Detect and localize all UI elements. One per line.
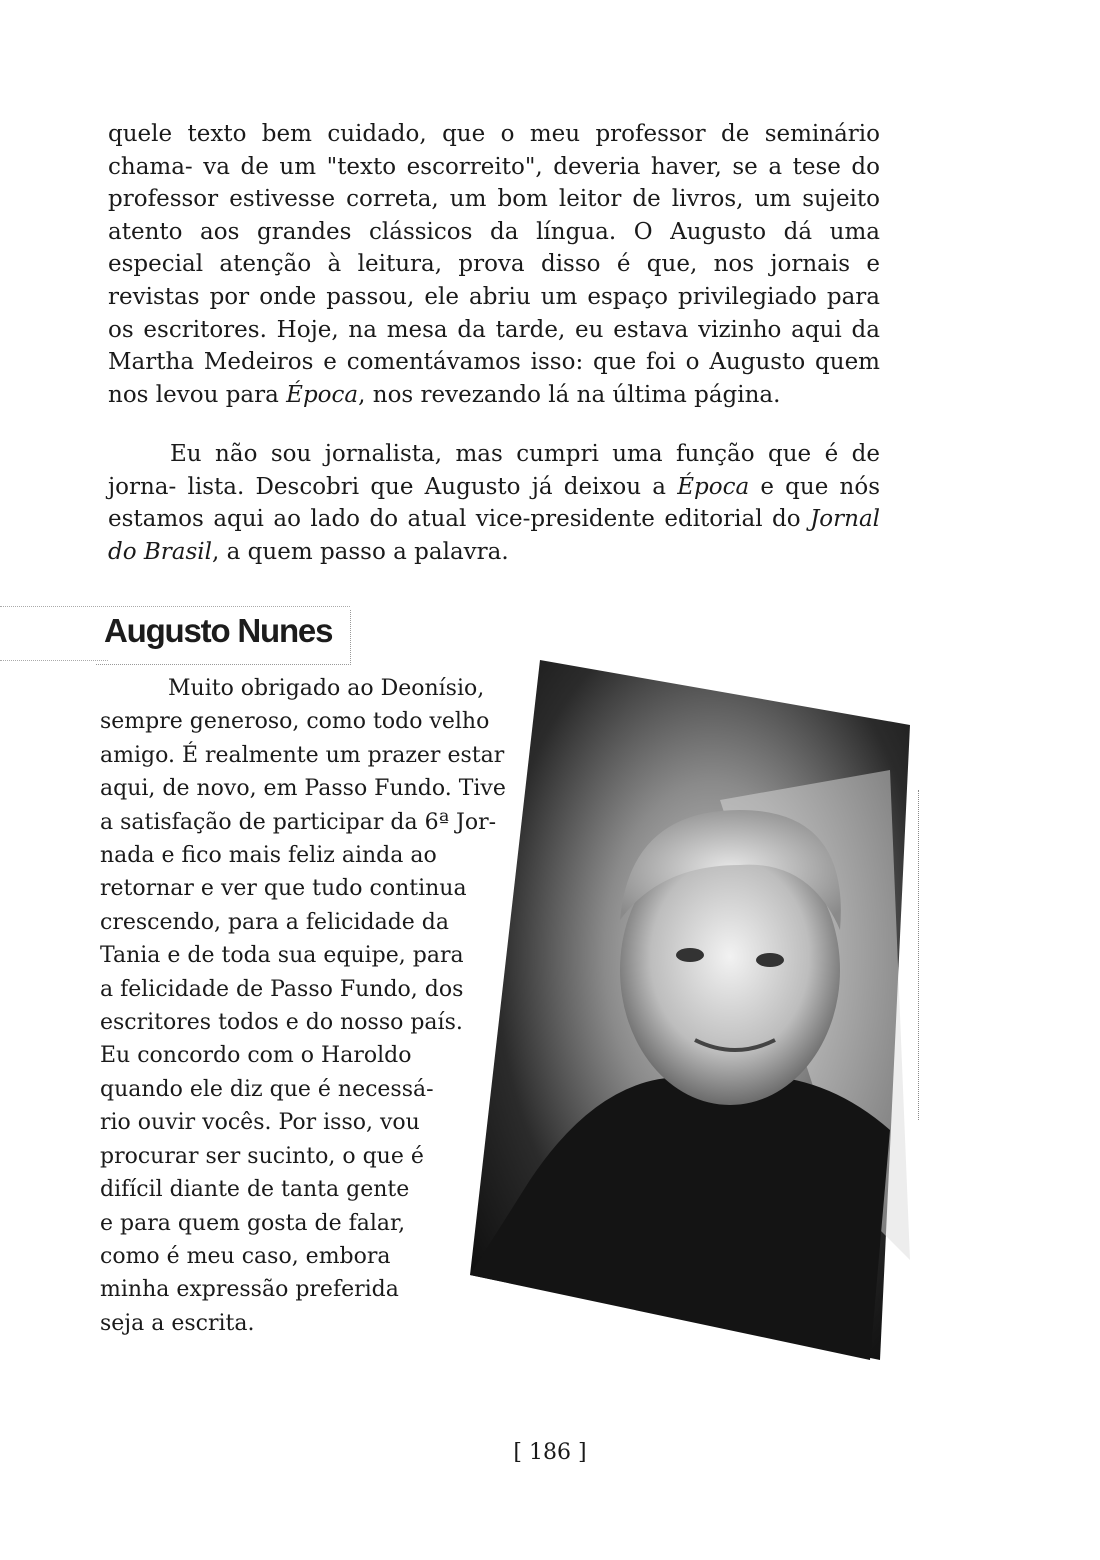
col-line: a felicidade de Passo Fundo, dos [100,976,464,1002]
col-line: escritores todos e do nosso país. [100,1010,463,1036]
col-line: sempre generoso, como todo velho [100,709,490,735]
col-line: difícil diante de tanta gente [100,1177,410,1203]
p1-line-8-italic: Época [286,381,359,408]
p2-line-3c: , a [212,538,241,565]
p2-line-2-italic: Época [677,473,750,500]
photo-eye-right [756,953,784,967]
photo-eye-left [676,948,704,962]
speech-column [100,672,520,1340]
p2-line-2a: lista. Descobri que Augusto já deixou a [187,473,678,500]
col-line: minha expressão preferida [100,1277,399,1303]
p1-line-1: quele texto bem cuidado, que o meu professor de seminário chama- [108,121,880,180]
col-line: Muito obrigado ao Deonísio, [168,676,485,701]
p1-line-6: abriu um espaço privilegiado para os escritores. Hoje, na mesa da [108,283,880,343]
photo-frame-line [918,790,920,1120]
p1-line-7: tarde, eu estava vizinho aqui da Martha Medeiros e comentávamos [108,316,880,376]
col-line: nada e fico mais feliz ainda ao [100,843,437,869]
col-line: aqui, de novo, em Passo Fundo. Tive [100,776,506,802]
col-line: retornar e ver que tudo continua [100,876,467,902]
p2-line-4: quem passo a palavra. [247,538,509,565]
p1-line-8c: , nos revezando lá [358,381,570,408]
p2-line-3a: aqui ao lado do atual vice-presidente editorial do [213,506,811,533]
page-number: [ 186 ] [513,1440,587,1465]
paragraph-2 [108,438,880,568]
p1-line-9: na última página. [576,381,781,408]
p1-line-5: leitura, prova disso é que, nos jornais e revistas por onde passou, ele [108,251,881,310]
col-line: seja a escrita. [100,1310,255,1336]
col-line: crescendo, para a felicidade da [100,909,449,935]
p1-line-2: va de um "texto escorreito", deveria haver, se a tese do professor [108,153,880,213]
p2-line-2c: e que nós estamos [108,473,880,533]
col-line: como é meu caso, embora [100,1243,391,1269]
col-line: Eu concordo com o Haroldo [100,1043,412,1069]
section-heading: Augusto Nunes [104,612,333,649]
col-line: a satisfação de participar da 6ª Jor- [100,809,497,835]
paragraph-1 [108,118,880,411]
p2-line-3-italic: Jornal do Brasil [108,506,881,565]
p1-line-4: grandes clássicos da língua. O Augusto dá uma especial atenção à [108,218,880,278]
p1-line-8a: isso: que foi o Augusto quem nos levou para [108,349,880,408]
portrait-photo-image [470,660,910,1360]
col-line: amigo. É realmente um prazer estar [100,742,505,768]
heading-rule-top [0,606,350,607]
col-line: e para quem gosta de falar, [100,1210,406,1236]
col-line: quando ele diz que é necessá- [100,1076,434,1102]
col-line: Tania e de toda sua equipe, para [100,943,464,969]
portrait-photo [470,660,910,1360]
p2-line-1: Eu não sou jornalista, mas cumpri uma função que é de jorna- [108,441,880,500]
col-line: rio ouvir vocês. Por isso, vou [100,1110,420,1136]
p1-line-3: estivesse correta, um bom leitor de livros, um sujeito atento aos [108,186,880,245]
col-line: procurar ser sucinto, o que é [100,1143,424,1169]
heading-rule-bottom [0,660,108,661]
